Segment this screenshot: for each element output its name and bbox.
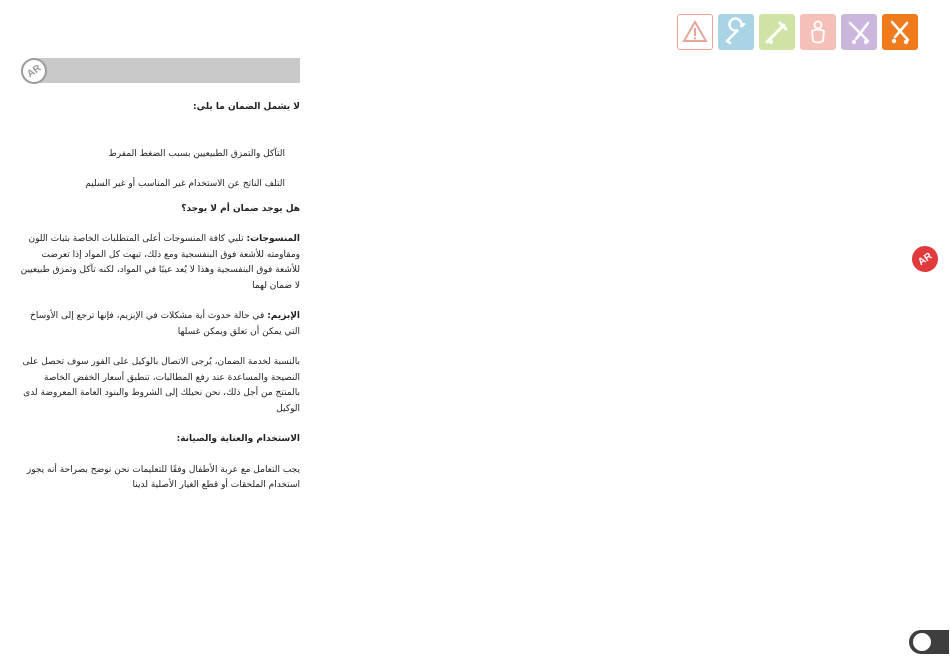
stroller-pen-icon [759, 14, 795, 50]
exclusion-item-wear: التآكل والتمزق الطبيعيين بسبب الضغط المفرط [108, 148, 285, 159]
paragraph-service: بالنسبة لخدمة الضمان، يُرجى الاتصال بالوكيل على الفور سوف تحصل على النصيحة والمساعدة عند رفع المطالبات، تنطبق أسعار الخفض الخاصة بالمنتج من أجل ذلك، نحن نحيلك إلى الشروط والبنود العامة المعروضة لدى الوكيل [22, 357, 300, 414]
baby-seat-icon [800, 14, 836, 50]
fabrics-label: المنسوجات: [246, 234, 300, 244]
stroller-active-icon [882, 14, 918, 50]
warranty-text-column [18, 100, 300, 494]
paragraph-care: يجب التعامل مع عربة الأطفال وفقًا للتعليمات نحن نوضح بصراحة أنه يجوز استخدام الملحقات أو قطع الغيار الأصلية لدينا [26, 464, 300, 490]
folding-stroller-icon [841, 14, 877, 50]
exclusion-item-misuse: التلف الناتج عن الاستخدام غير المناسب أو غير السليم [85, 179, 285, 189]
warning-icon [677, 14, 713, 50]
language-badge-side: AR [907, 241, 943, 277]
page-tab-dot [913, 633, 931, 651]
fabrics-text: تلبي كافة المنسوجات أعلى المتطلبات الخاصة بثبات اللون ومقاومته للأشعة فوق البنفسجية ومع ذلك، تبهت كل المواد إذا تعرضت للأشعة فوق البنفسجية وهذا لا يُعد عيبًا في المواد، لكنه تآكل وتمزق طبيعيين لا ضمان لهما [20, 234, 300, 291]
pictogram-bar [677, 14, 918, 50]
heading-care: الاستخدام والعناية والصيانة: [176, 434, 300, 444]
page-number-tab [909, 630, 949, 654]
paragraph-fabrics [18, 232, 300, 294]
paragraph-buckle [18, 309, 300, 340]
wrench-icon [718, 14, 754, 50]
heading-warranty-question: هل يوجد ضمان أم لا يوجد؟ [181, 203, 300, 214]
language-badge-header: AR [16, 53, 52, 89]
buckle-label: الإبزيم: [267, 311, 300, 321]
section-header-band [33, 58, 300, 83]
heading-exclusions: لا يشمل الضمان ما يلي: [193, 102, 300, 112]
buckle-text: في حالة حدوث أية مشكلات في الإبزيم، فإنها ترجع إلى الأوساخ التي يمكن أن تعلق ويمكن غسلها [30, 311, 300, 337]
